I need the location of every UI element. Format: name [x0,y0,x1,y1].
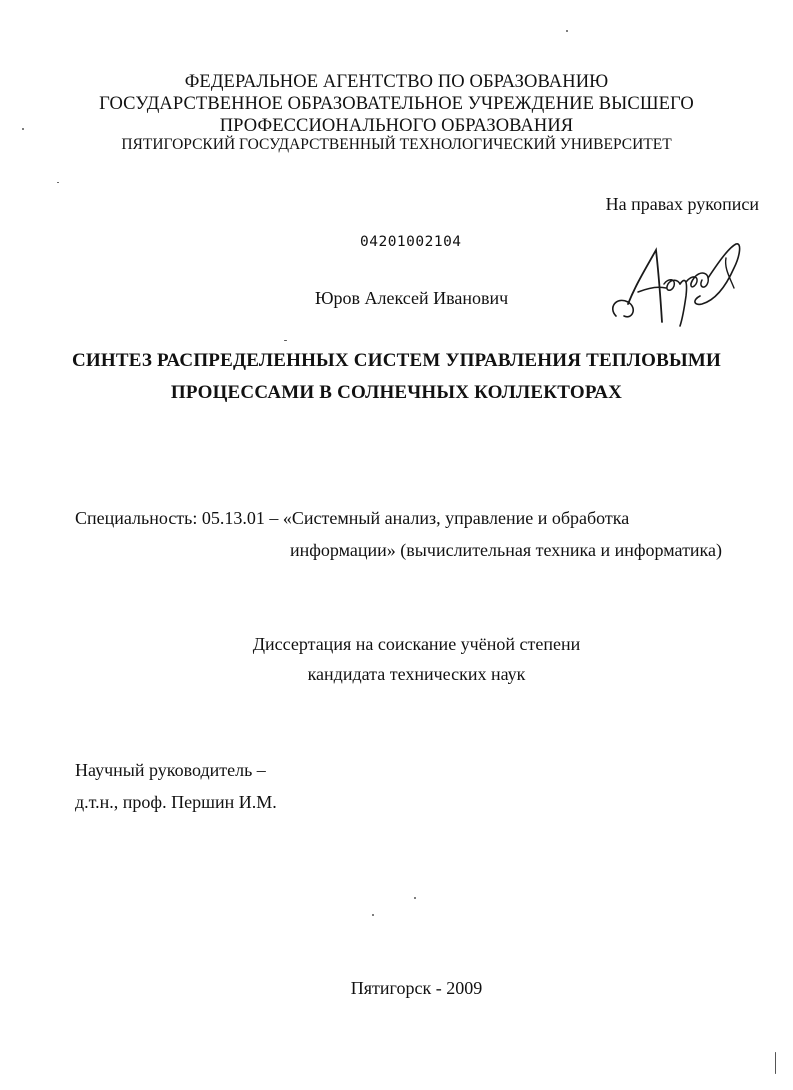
header-institution-type: ГОСУДАРСТВЕННОЕ ОБРАЗОВАТЕЛЬНОЕ УЧРЕЖДЕНИЕ ВЫСШЕГО [99,94,694,114]
header-university: ПЯТИГОРСКИЙ ГОСУДАРСТВЕННЫЙ ТЕХНОЛОГИЧЕСКИЙ УНИВЕРСИТЕТ [121,136,672,153]
supervisor-name: д.т.н., проф. Першин И.М. [75,792,277,812]
scan-speck [284,340,287,341]
scan-speck [566,30,568,32]
specialty-line2: информации» (вычислительная техника и информатика) [290,540,723,560]
scan-speck [22,128,24,130]
dissertation-title-line1: СИНТЕЗ РАСПРЕДЕЛЕННЫХ СИСТЕМ УПРАВЛЕНИЯ ТЕПЛОВЫМИ [72,350,721,371]
header-education-level: ПРОФЕССИОНАЛЬНОГО ОБРАЗОВАНИЯ [219,116,574,136]
scan-speck [372,914,374,916]
header-agency: ФЕДЕРАЛЬНОЕ АГЕНТСТВО ПО ОБРАЗОВАНИЮ [184,72,609,92]
signature-image [598,238,758,330]
author-name: Юров Алексей Иванович [315,288,509,308]
supervisor-label: Научный руководитель – [75,760,266,780]
scan-speck [57,182,59,183]
degree-line2: кандидата технических наук [307,664,526,684]
dissertation-title-line2: ПРОЦЕССАМИ В СОЛНЕЧНЫХ КОЛЛЕКТОРАХ [170,382,623,403]
registration-code: 04201002104 [360,234,462,250]
degree-line1: Диссертация на соискание учёной степени [252,634,581,654]
scan-speck [414,897,416,899]
city-year: Пятигорск - 2009 [350,978,483,998]
manuscript-note: На правах рукописи [605,194,759,214]
scan-edge-mark [775,1052,776,1074]
specialty-line1: Специальность: 05.13.01 – «Системный анализ, управление и обработка [75,508,630,528]
